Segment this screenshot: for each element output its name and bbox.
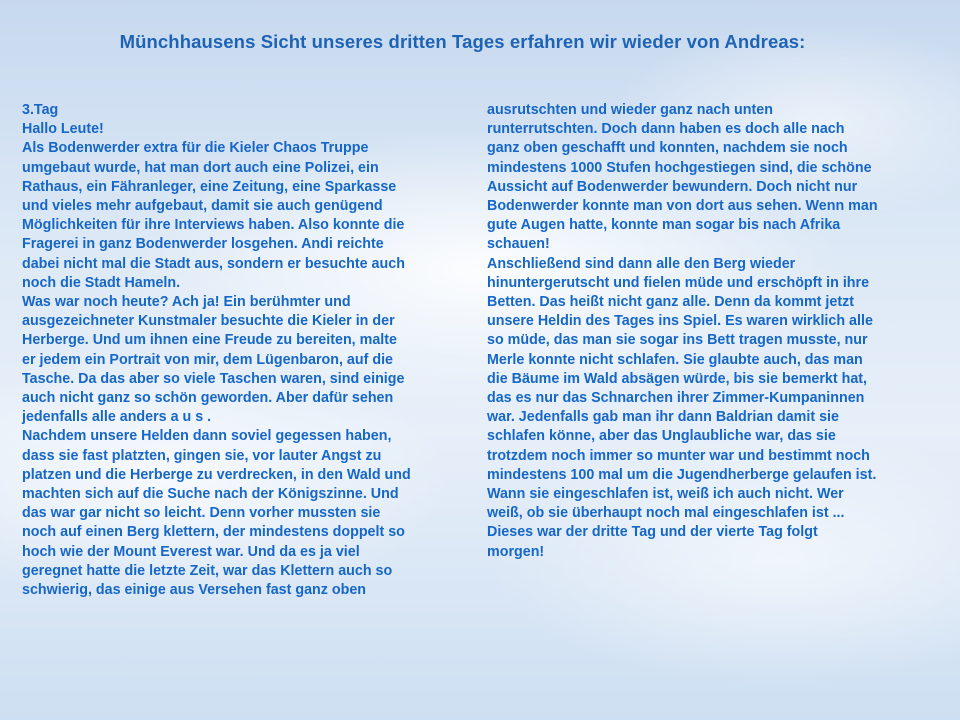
text-line: ausgezeichneter Kunstmaler besuchte die Kieler in der	[22, 313, 395, 330]
text-line: 3.Tag	[22, 102, 59, 118]
text-line: unsere Heldin des Tages ins Spiel. Es waren wirklich alle	[487, 313, 873, 330]
text-line: Hallo Leute!	[22, 121, 104, 138]
text-line: und vieles mehr aufgebaut, damit sie auch genügend	[22, 198, 383, 215]
text-line: dabei nicht mal die Stadt aus, sondern er besuchte auch	[22, 255, 405, 272]
text-line: geregnet hatte die letzte Zeit, war das Klettern auch so	[22, 562, 393, 579]
page-title: Münchhausens Sicht unseres dritten Tages erfahren wir wieder von Andreas:	[119, 31, 806, 52]
text-line: Anschließend sind dann alle den Berg wieder	[487, 255, 796, 272]
text-line: mindestens 100 mal um die Jugendherberge gelaufen ist.	[487, 466, 877, 483]
text-line: machten sich auf die Suche nach der Königszinne. Und	[22, 486, 399, 503]
text-line: er jedem ein Portrait von mir, dem Lügenbaron, auf die	[22, 351, 393, 368]
text-line: schlafen könne, aber das Unglaubliche war, das sie	[487, 428, 836, 445]
text-line: hoch wie der Mount Everest war. Und da es ja viel	[22, 543, 360, 560]
text-line: das es nur das Schnarchen ihrer Zimmer-Kumpaninnen	[487, 390, 865, 407]
text-line: schwierig, das einige aus Versehen fast ganz oben	[22, 582, 367, 599]
text-line: trotzdem noch immer so munter war und bestimmt noch	[487, 447, 870, 464]
text-line: Rathaus, ein Fähranleger, eine Zeitung, eine Sparkasse	[22, 178, 397, 195]
text-line: jedenfalls alle anders a u s .	[22, 409, 212, 426]
text-line: runterrutschten. Doch dann haben es doch alle nach	[487, 121, 845, 138]
text-line: Was war noch heute? Ach ja! Ein berühmter und	[22, 294, 351, 311]
text-line: war. Jedenfalls gab man ihr dann Baldrian damit sie	[487, 409, 839, 426]
text-column-right	[487, 101, 937, 562]
text-line: weiß, ob sie überhaupt noch mal eingeschlafen ist ...	[487, 505, 845, 522]
text-line: Als Bodenwerder extra für die Kieler Chaos Truppe	[22, 140, 369, 157]
text-line: das war gar nicht so leicht. Denn vorher mussten sie	[22, 505, 381, 522]
text-line: Wann sie eingeschlafen ist, weiß ich auch nicht. Wer	[487, 486, 844, 503]
text-line: Merle konnte nicht schlafen. Sie glaubte auch, das man	[487, 351, 863, 368]
text-line: dass sie fast platzten, gingen sie, vor lauter Angst zu	[22, 447, 382, 464]
text-line: umgebaut wurde, hat man dort auch eine Polizei, ein	[22, 159, 379, 176]
text-line: gute Augen hatte, konnte man sogar bis nach Afrika	[487, 217, 841, 234]
text-column-left	[22, 101, 467, 600]
text-line: platzen und die Herberge zu verdrecken, in den Wald und	[22, 466, 411, 483]
text-line: Nachdem unsere Helden dann soviel gegessen haben,	[22, 428, 392, 445]
text-line: ganz oben geschafft und konnten, nachdem sie noch	[487, 140, 848, 157]
text-line: Bodenwerder konnte man von dort aus sehen. Wenn man	[487, 198, 878, 215]
text-line: noch die Stadt Hameln.	[22, 274, 181, 291]
text-line: Fragerei in ganz Bodenwerder losgehen. Andi reichte	[22, 236, 384, 253]
text-line: hinuntergerutscht und fielen müde und erschöpft in ihre	[487, 274, 870, 291]
text-line: mindestens 1000 Stufen hochgestiegen sind, die schöne	[487, 159, 872, 176]
text-line: Dieses war der dritte Tag und der vierte Tag folgt	[487, 524, 818, 541]
text-line: Tasche. Da das aber so viele Taschen waren, sind einige	[22, 370, 405, 387]
text-line: ausrutschten und wieder ganz nach unten	[487, 102, 773, 118]
text-line: morgen!	[487, 543, 545, 560]
text-line: Möglichkeiten für ihre Interviews haben. Also konnte die	[22, 217, 405, 234]
text-line: so müde, das man sie sogar ins Bett tragen musste, nur	[487, 332, 868, 349]
text-line: noch auf einen Berg klettern, der mindestens doppelt so	[22, 524, 405, 541]
text-line: auch nicht ganz so schön geworden. Aber dafür sehen	[22, 390, 394, 407]
text-line: schauen!	[487, 236, 550, 253]
text-line: Aussicht auf Bodenwerder bewundern. Doch nicht nur	[487, 178, 858, 195]
text-line: Herberge. Und um ihnen eine Freude zu bereiten, malte	[22, 332, 397, 349]
text-line: Betten. Das heißt nicht ganz alle. Denn da kommt jetzt	[487, 294, 855, 311]
text-line: die Bäume im Wald absägen würde, bis sie bemerkt hat,	[487, 370, 868, 387]
